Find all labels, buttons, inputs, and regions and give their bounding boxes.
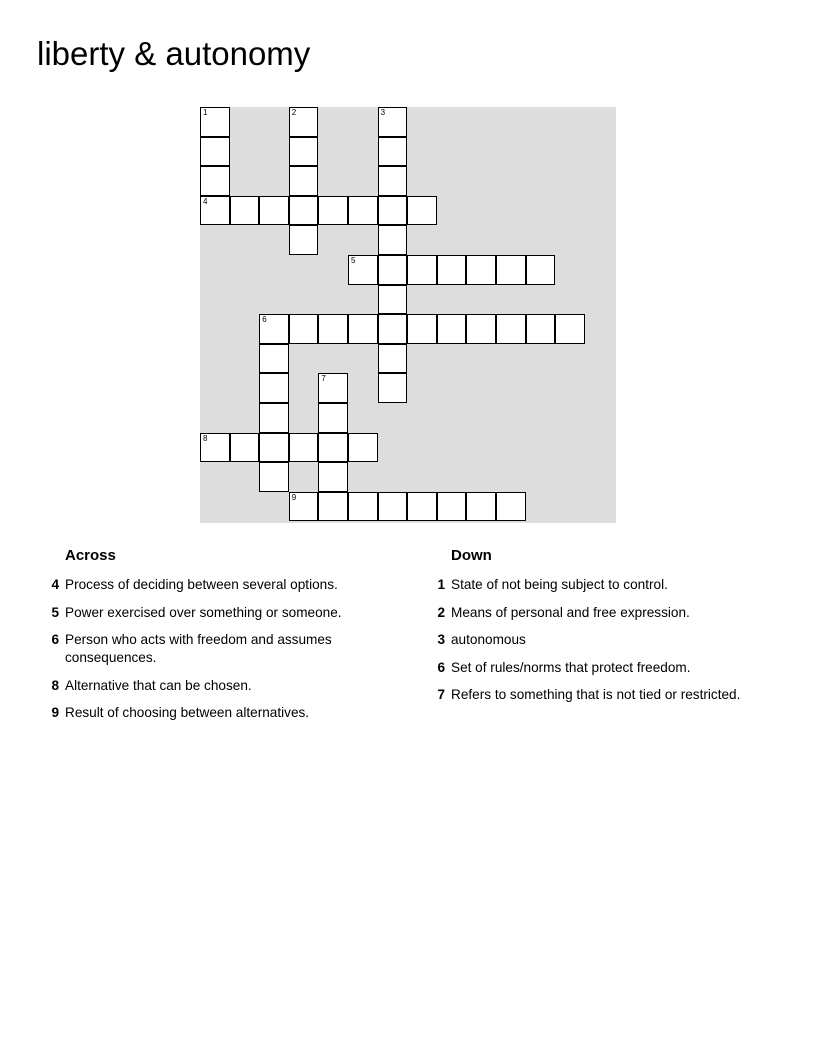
grid-cell[interactable] bbox=[200, 107, 230, 137]
grid-cell[interactable] bbox=[318, 462, 348, 492]
across-clue-list bbox=[40, 576, 385, 722]
grid-cell[interactable] bbox=[259, 344, 289, 374]
grid-cell[interactable] bbox=[318, 492, 348, 522]
grid-cell[interactable] bbox=[289, 492, 319, 522]
clue-item bbox=[40, 604, 385, 622]
grid-cell[interactable] bbox=[348, 196, 378, 226]
clue-item-text: Result of choosing between alternatives. bbox=[65, 705, 310, 720]
clue-item bbox=[40, 704, 385, 722]
grid-cell[interactable] bbox=[200, 137, 230, 167]
clue-item-number: 1 bbox=[437, 577, 445, 592]
clue-item-text: Refers to something that is not tied or restricted. bbox=[451, 687, 741, 702]
grid-cell[interactable] bbox=[466, 314, 496, 344]
down-clues bbox=[426, 546, 786, 714]
clue-item bbox=[426, 631, 786, 649]
grid-cell[interactable] bbox=[378, 225, 408, 255]
clue-number: 9 bbox=[291, 492, 297, 502]
clue-item bbox=[426, 604, 786, 622]
grid-cell[interactable] bbox=[289, 137, 319, 167]
clue-number: 3 bbox=[380, 108, 386, 117]
grid-cell[interactable] bbox=[378, 196, 408, 226]
clue-item bbox=[40, 576, 385, 594]
clue-item-text: autonomous bbox=[451, 632, 526, 647]
grid-cell[interactable] bbox=[318, 373, 348, 403]
clue-item bbox=[40, 631, 385, 667]
grid-cell[interactable] bbox=[259, 314, 289, 344]
grid-cell[interactable] bbox=[407, 196, 437, 226]
clue-item-number: 6 bbox=[437, 659, 445, 675]
across-heading: Across bbox=[65, 547, 116, 564]
clue-number: 8 bbox=[203, 433, 208, 443]
across-clues bbox=[40, 546, 385, 732]
clue-item-number: 2 bbox=[437, 604, 445, 620]
grid-cell[interactable] bbox=[348, 492, 378, 522]
grid-cell[interactable] bbox=[378, 373, 408, 403]
clue-item-text: Power exercised over something or someone. bbox=[65, 604, 342, 620]
clue-item bbox=[426, 659, 786, 677]
grid-cell[interactable] bbox=[378, 344, 408, 374]
grid-cell[interactable] bbox=[318, 403, 348, 433]
grid-cell[interactable] bbox=[348, 255, 378, 285]
clue-number: 5 bbox=[351, 256, 356, 265]
clue-item bbox=[40, 677, 385, 695]
grid-cell[interactable] bbox=[496, 492, 526, 522]
clue-item-number: 3 bbox=[437, 632, 445, 647]
grid-cell[interactable] bbox=[289, 433, 319, 463]
grid-cell[interactable] bbox=[378, 314, 408, 344]
grid-cell[interactable] bbox=[437, 255, 467, 285]
clue-number: 4 bbox=[203, 196, 208, 206]
clue-item-text: Set of rules/norms that protect freedom. bbox=[451, 659, 691, 675]
grid-cell[interactable] bbox=[496, 314, 526, 344]
clue-item-number: 9 bbox=[51, 705, 59, 720]
grid-cell[interactable] bbox=[466, 255, 496, 285]
grid-cell[interactable] bbox=[407, 492, 437, 522]
clue-number: 2 bbox=[291, 108, 297, 117]
page-title: liberty & autonomy bbox=[37, 35, 311, 72]
clue-item-text: Alternative that can be chosen. bbox=[65, 677, 252, 693]
grid-cell[interactable] bbox=[407, 255, 437, 285]
clue-number: 6 bbox=[262, 315, 267, 325]
grid-cell[interactable] bbox=[259, 462, 289, 492]
clue-item bbox=[426, 686, 786, 704]
grid-cell[interactable] bbox=[407, 314, 437, 344]
grid-cell[interactable] bbox=[259, 196, 289, 226]
grid-cell[interactable] bbox=[289, 107, 319, 137]
grid-cell[interactable] bbox=[318, 196, 348, 226]
grid-cell[interactable] bbox=[466, 492, 496, 522]
grid-cell[interactable] bbox=[437, 492, 467, 522]
grid-cell[interactable] bbox=[230, 196, 260, 226]
clue-number: 1 bbox=[203, 108, 208, 117]
grid-cell[interactable] bbox=[259, 373, 289, 403]
clue-item-text: State of not being subject to control. bbox=[451, 577, 668, 592]
down-clue-list bbox=[426, 576, 786, 704]
grid-cell[interactable] bbox=[289, 196, 319, 226]
clue-item-number: 8 bbox=[51, 677, 59, 693]
grid-cell[interactable] bbox=[348, 314, 378, 344]
crossword-grid bbox=[200, 107, 616, 523]
clue-item bbox=[426, 576, 786, 594]
grid-cell[interactable] bbox=[378, 285, 408, 315]
grid-cell[interactable] bbox=[378, 492, 408, 522]
grid-cell[interactable] bbox=[526, 314, 556, 344]
grid-cell[interactable] bbox=[259, 403, 289, 433]
grid-cell[interactable] bbox=[259, 433, 289, 463]
grid-cell[interactable] bbox=[526, 255, 556, 285]
grid-cell[interactable] bbox=[318, 314, 348, 344]
clue-item-number: 7 bbox=[437, 687, 445, 702]
clue-item-number: 6 bbox=[51, 632, 59, 647]
clue-item-number: 5 bbox=[51, 604, 59, 620]
grid-cell[interactable] bbox=[318, 433, 348, 463]
grid-cell[interactable] bbox=[348, 433, 378, 463]
grid-cell[interactable] bbox=[378, 166, 408, 196]
clue-number: 7 bbox=[321, 374, 326, 384]
grid-cell[interactable] bbox=[555, 314, 585, 344]
grid-cell[interactable] bbox=[200, 433, 230, 463]
down-heading: Down bbox=[451, 547, 492, 564]
clue-item-text: Process of deciding between several options. bbox=[65, 577, 338, 592]
grid-cell[interactable] bbox=[200, 196, 230, 226]
clue-item-text: Person who acts with freedom and assumes consequences. bbox=[65, 632, 332, 665]
grid-cell[interactable] bbox=[200, 166, 230, 196]
grid-cell[interactable] bbox=[496, 255, 526, 285]
grid-cell[interactable] bbox=[289, 314, 319, 344]
grid-cell[interactable] bbox=[378, 255, 408, 285]
grid-cell[interactable] bbox=[289, 166, 319, 196]
grid-cell[interactable] bbox=[378, 137, 408, 167]
grid-cell[interactable] bbox=[437, 314, 467, 344]
grid-cell[interactable] bbox=[378, 107, 408, 137]
clue-item-text: Means of personal and free expression. bbox=[451, 604, 690, 620]
clue-item-number: 4 bbox=[51, 577, 59, 592]
grid-cell[interactable] bbox=[230, 433, 260, 463]
grid-cell[interactable] bbox=[289, 225, 319, 255]
